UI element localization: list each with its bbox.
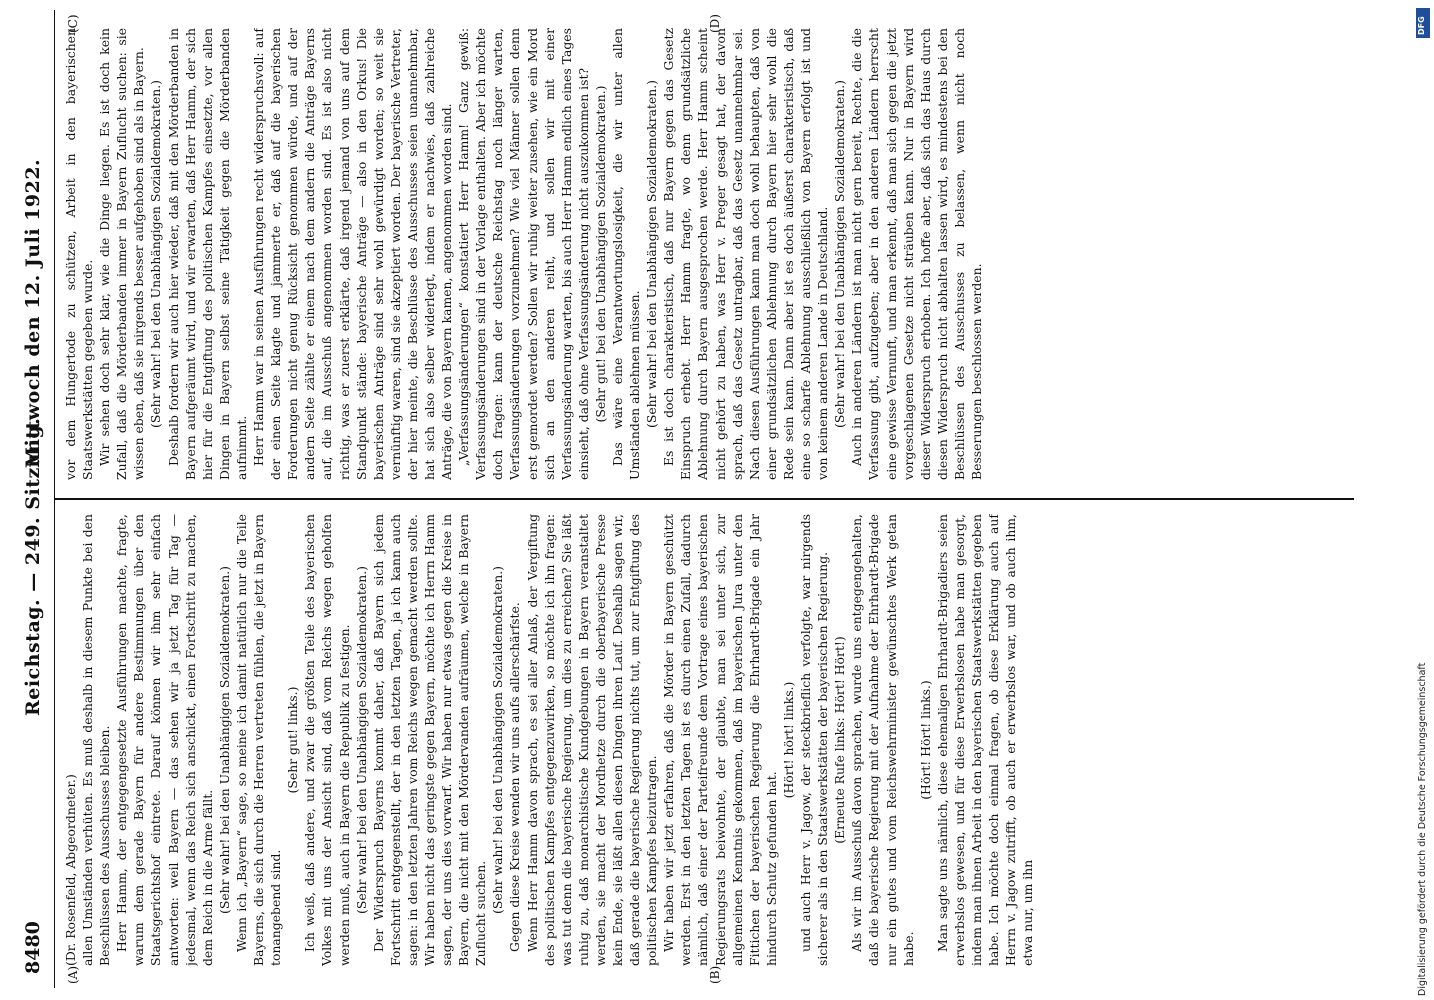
left-text-column: [62, 514, 1352, 966]
paragraph: Wenn Herr Hamm davon sprach, es sei aller Anlaß, der Vergiftung des politischen Kampfes entgegenzuwirken, so möchte ich ihn fragen: was tut denn die bayerische Regierung, um dies zu erreichen? Sie läßt ruhig zu, daß monarchistische Kundgebungen in Bayern veranstaltet werden, sie macht der Mordhetze durch die oberbayerische Presse kein Ende, sie läßt allen diesen Dingen ihren Lauf. Deshalb sagen wir, daß gerade die bayerische Regierung nichts tut, um zur Entgiftung des politischen Kampfes beizutragen.: [524, 514, 660, 966]
interjection: (Erneute Rufe links: Hört! Hört!): [832, 636, 848, 844]
interjection: (Sehr wahr! bei den Unabhängigen Sozialdemokraten.): [216, 566, 232, 914]
paragraph: Es ist doch charakteristisch, daß nur Bayern gegen das Gesetz Einspruch erhebt. Herr Hamm fragte, wo denn grundsätzliche Ablehnung durch Bayern ausgesprochen werde. Herr Hamm scheint nicht gehört zu haben, was Herr v. Preger gesagt hat, der davon sprach, daß das Gesetz untragbar, daß das Gesetz unannehmbar sei. Nach diesen Ausführungen kann man doch wohl behaupten, daß von einer grundsätzlichen Ablehnung durch Bayern hier sehr wohl die Rede sein kann. Dann aber ist es doch äußerst charakteristisch, daß eine so scharfe Ablehnung ausschließlich von Bayern erfolgt ist und von keinem anderen Lande in Deutschland.: [661, 28, 831, 480]
paragraph: Man sagte uns nämlich, diese ehemaligen Ehrhardt-Brigadiers seien erwerbslos gewesen, und für diese Erwerbslosen habe man gesorgt, indem man ihnen Arbeit in den bayerischen Staatswerkstätten gegeben habe. Ich möchte doch einmal fragen, ob diese Erklärung auch auf Herrn v. Jagow zutrifft, ob auch er erwerbslos war, und ob auch ihm, etwa nur, um ihn: [934, 514, 1036, 966]
paragraph: „Verfassungsänderungen“ konstatiert Herr Hamm! Ganz gewiß: Verfassungsänderungen sind in der Vorlage enthalten. Aber ich möchte doch fragen: kann der deutsche Reichstag noch länger warten, Verfassungsänderungen vorzunehmen? Wie viel Männer sollen denn erst gemordet werden? Sollen wir ruhig weiter zusehen, wie ein Mord sich an den anderen reiht, und sollen wir mit einer Verfassungsänderung warten, bis auch Herr Hamm endlich eines Tages einsieht, daß ohne Verfassungsänderung nicht auszukommen ist?: [456, 28, 591, 480]
interjection: (Sehr wahr! bei den Unabhängigen Sozialdemokraten.): [832, 80, 848, 428]
paragraph: Wir sehen doch sehr klar, wie die Dinge liegen. Es ist doch kein Zufall, daß die Mörderbanden immer in Bayern Zuflucht suchen: sie wissen eben, daß sie nirgends besser aufgehoben sind als in Bayern.: [97, 28, 147, 480]
paragraph: Deshalb fordern wir auch hier wieder, daß mit den Mörderbanden in Bayern aufgeräumt wird, und wir erwarten, daß Herr Hamm, der sich hier für die Entgiftung des politischen Kampfes einsetzte, vor allen Dingen in Bayern selbst seine Tätigkeit gegen die Mörderbanden aufnimmt.: [165, 28, 249, 480]
rotated-newspaper-page: [12, 10, 1407, 988]
margin-letter-b: (B): [708, 965, 722, 984]
interjection: (Sehr gut! bei den Unabhängigen Sozialdemokraten.): [592, 85, 608, 423]
interjection: (Sehr wahr! bei den Unabhängigen Sozialdemokraten.): [353, 566, 369, 914]
paragraph: Wir haben wir jetzt erfahren, daß die Mörder in Bayern geschützt werden. Erst in den letzten Tagen ist es durch einen Zufall, dadurch nämlich, daß einer der Parteifreunde dem Vortrage eines bayerischen Regierungsrats beiwohnte, der glaubte, man sei unter sich, zur allgemeinen Kenntnis gekommen, daß im bayerischen Jura unter den Fittichen der bayerischen Regierung die Ehrhardt-Brigade ein Jahr hindurch Schutz gefunden hat.: [661, 514, 779, 966]
digitization-credit: [1414, 0, 1434, 1000]
right-text-column: [62, 28, 1352, 480]
paragraph: (Dr. Rosenfeld, Abgeordneter.): [63, 774, 78, 966]
session-date: Mittwoch den 12. Juli 1922.: [22, 158, 44, 468]
paragraph: vor dem Hungertode zu schützen, Arbeit in den bayerischen Staatswerkstätten gegeben wurde.: [63, 28, 96, 480]
page-number: 8480: [22, 921, 44, 974]
paragraph: Ich weiß, daß andere, und zwar die größten Teile des bayerischen Volkes mit uns der Ansicht sind, daß vom Reichs wegen geholfen werden muß, auch in Bayern die Republik zu festigen.: [302, 514, 352, 966]
dfg-logo: DFG: [1416, 8, 1430, 38]
margin-letter-a: (A): [66, 965, 80, 984]
page-header: [12, 10, 55, 988]
column-divider: [54, 499, 1354, 501]
interjection: (Sehr wahr! bei den Unabhängigen Sozialdemokraten.): [148, 80, 164, 428]
paragraph: Als wir im Ausschuß davon sprachen, wurde uns entgegengehalten, daß die bayerische Regierung mit der Aufnahme der Ehrhardt-Brigade nur ein gutes und vom Reichswehrminister gewünschtes Werk getan habe.: [849, 514, 916, 966]
paragraph: Gegen diese Kreise wenden wir uns aufs allerschärfste.: [507, 602, 523, 952]
session-title: Reichstag. — 249. Sitzung.: [22, 417, 44, 716]
interjection: (Sehr gut! links.): [285, 686, 301, 794]
digitization-credit-text: Digitalisierung gefördert durch die Deutsche Forschungsgemeinschaft: [1417, 662, 1428, 996]
margin-letter-d: (D): [708, 14, 722, 33]
interjection: (Hört! Hört! links.): [917, 680, 933, 800]
interjection: (Sehr wahr! bei den Unabhängigen Sozialdemokraten.): [490, 566, 506, 914]
paragraph: Wenn ich „Bayern“ sage, so meine ich damit natürlich nur die Teile Bayerns, die sich durch die Herren vertreten fühlen, die jetzt in Bayern tonangebend sind.: [233, 514, 284, 966]
paragraph: allen Umständen verhüten. Es muß deshalb in diesem Punkte bei den Beschlüssen des Ausschusses bleiben.: [80, 514, 113, 966]
paragraph: und auch Herr v. Jagow, der steckbrieflich verfolgte, war nirgends sicherer als in den Staatswerkstätten der bayerischen Regierung.: [798, 514, 831, 966]
interjection: (Hört! hört! links.): [780, 681, 796, 799]
paragraph: Auch in anderen Ländern ist man nicht gern bereit, Rechte, die die Verfassung gibt, aufzugeben; aber in den anderen Ländern herrscht eine gewisse Vernunft, und man erkennt, daß man sich gegen die jetzt vorgeschlagenen Gesetze nicht sträuben kann. Nur in Bayern wird dieser Widerspruch erhoben. Ich hoffe aber, daß sich das Haus durch diesen Widerspruch nicht abhalten lassen wird, es mindestens bei den Beschlüssen des Ausschusses zu belassen, wenn nicht noch Besserungen beschlossen werden.: [849, 28, 984, 480]
paragraph: Der Widerspruch Bayerns kommt daher, daß Bayern sich jedem Fortschritt entgegenstellt, der in den letzten Tagen, ja ich kann auch sagen: in den letzten Jahren vom Reichs wegen gemacht werden sollte. Wir haben nicht das geringste gegen Bayern, möchte ich Herrn Hamm sagen, der uns dies vorwarf. Wir haben nur etwas gegen die Kreise in Bayern, die nicht mit den Mördervanden aufräumen, welche in Bayern Zuflucht suchen.: [370, 514, 489, 966]
paragraph: Das wäre eine Verantwortungslosigkeit, die wir unter allen Umständen ablehnen müssen.: [610, 28, 643, 480]
interjection: (Sehr wahr! bei den Unabhängigen Sozialdemokraten.): [644, 80, 660, 428]
paragraph: Herr Hamm, der entgegengesetzte Ausführungen machte, fragte, warum dem gerade Bayern für andere Bestimmungen über den Staatsgerichtshof eintrete. Darauf können wir ihm sehr einfach antworten: weil Bayern — das sehen wir ja jetzt Tag für Tag — jedesmal, wenn das Reich sich anschickt, einen Fortschritt zu machen, dem Reich in die Arme fällt.: [114, 514, 215, 966]
paragraph: Herr Hamm war in seinen Ausführungen recht widerspruchsvoll: auf der einen Seite klagte und jammerte er, daß auf die bayerischen Forderungen nicht genug Rücksicht genommen würde, und auf der andern Seite zählte er einem nach dem andern die Anträge Bayerns auf, die im Ausschuß angenommen worden sind. Es ist also nicht richtig, was er zuerst erklärte, daß irgend jemand von uns auf dem Standpunkt stände: bayerische Anträge — also in den Orkus! Die bayerischen Anträge sind sehr wohl gewürdigt worden; so weit sie vernünftig waren, sind sie akzeptiert worden. Der bayerische Vertreter, der hier meinte, die Beschlüsse des Ausschusses seien unannehmbar, hat sich also selber widerlegt, indem er nachwies, daß zahlreiche Anträge, die von Bayern kamen, angenommen worden sind.: [251, 28, 455, 480]
margin-letter-c: (C): [66, 14, 80, 33]
